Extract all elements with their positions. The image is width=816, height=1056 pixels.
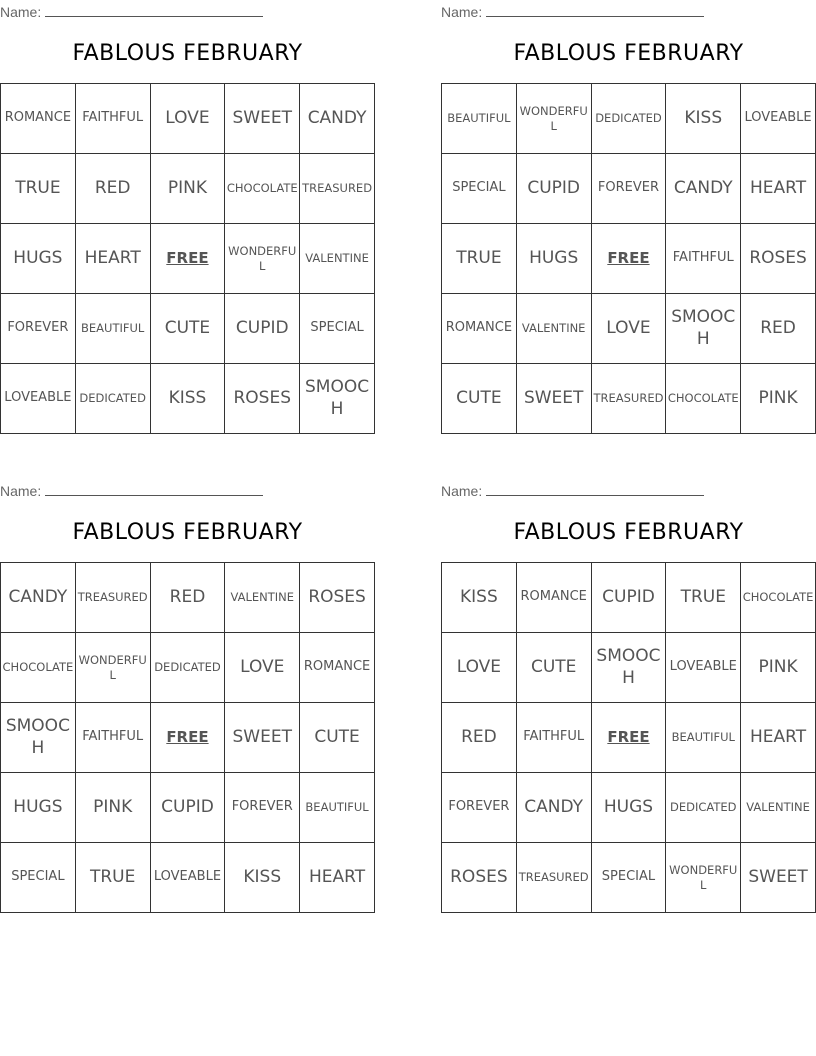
- bingo-cell[interactable]: FAITHFUL: [666, 224, 741, 294]
- bingo-cell[interactable]: RED: [442, 703, 517, 773]
- bingo-cell[interactable]: TRUE: [442, 224, 517, 294]
- bingo-cell[interactable]: SWEET: [225, 84, 300, 154]
- bingo-cell[interactable]: CANDY: [516, 773, 591, 843]
- bingo-cell[interactable]: WONDERFUL: [516, 84, 591, 154]
- bingo-cell[interactable]: CHOCOLATE: [1, 633, 76, 703]
- bingo-cell[interactable]: WONDERFUL: [225, 224, 300, 294]
- bingo-cell[interactable]: LOVE: [442, 633, 517, 703]
- bingo-cell[interactable]: WONDERFUL: [666, 843, 741, 913]
- grid-row: [1, 224, 375, 294]
- grid-row: [442, 294, 816, 364]
- bingo-cell[interactable]: ROSES: [442, 843, 517, 913]
- grid-row: [442, 703, 816, 773]
- grid-row: [1, 84, 375, 154]
- name-field: [441, 481, 704, 499]
- grid-row: [1, 843, 375, 913]
- bingo-cell[interactable]: HUGS: [1, 224, 76, 294]
- name-blank-line[interactable]: [45, 481, 263, 496]
- bingo-cell[interactable]: SWEET: [516, 364, 591, 434]
- bingo-cell[interactable]: ROMANCE: [1, 84, 76, 154]
- bingo-cell[interactable]: KISS: [150, 364, 225, 434]
- bingo-grid: [441, 83, 816, 434]
- bingo-cell[interactable]: HUGS: [1, 773, 76, 843]
- bingo-cell[interactable]: WONDERFUL: [75, 633, 150, 703]
- card-title: FABLOUS FEBRUARY: [513, 41, 744, 66]
- bingo-cell[interactable]: CHOCOLATE: [225, 154, 300, 224]
- bingo-cell[interactable]: LOVEABLE: [666, 633, 741, 703]
- bingo-cell[interactable]: RED: [741, 294, 816, 364]
- bingo-cell[interactable]: SMOOCH: [666, 294, 741, 364]
- bingo-cell[interactable]: ROSES: [741, 224, 816, 294]
- bingo-grid: [0, 562, 375, 913]
- bingo-cell[interactable]: SWEET: [741, 843, 816, 913]
- bingo-cell[interactable]: CUPID: [591, 563, 666, 633]
- bingo-cell[interactable]: KISS: [225, 843, 300, 913]
- free-space-cell[interactable]: FREE: [150, 703, 225, 773]
- grid-row: [1, 154, 375, 224]
- bingo-cell[interactable]: TREASURED: [300, 154, 375, 224]
- bingo-cell[interactable]: KISS: [442, 563, 517, 633]
- name-label: Name:: [0, 4, 42, 20]
- bingo-cell[interactable]: LOVE: [150, 84, 225, 154]
- bingo-cell[interactable]: ROMANCE: [442, 294, 517, 364]
- bingo-cell[interactable]: BEAUTIFUL: [300, 773, 375, 843]
- name-label: Name:: [441, 4, 483, 20]
- bingo-cell[interactable]: FOREVER: [591, 154, 666, 224]
- free-space-cell[interactable]: FREE: [591, 224, 666, 294]
- bingo-cell[interactable]: HEART: [75, 224, 150, 294]
- bingo-cell[interactable]: CUTE: [300, 703, 375, 773]
- bingo-cell[interactable]: DEDICATED: [591, 84, 666, 154]
- bingo-cell[interactable]: SWEET: [225, 703, 300, 773]
- name-field: [441, 2, 704, 20]
- bingo-cell[interactable]: CHOCOLATE: [741, 563, 816, 633]
- bingo-cell[interactable]: SPECIAL: [591, 843, 666, 913]
- bingo-cell[interactable]: VALENTINE: [300, 224, 375, 294]
- name-blank-line[interactable]: [45, 2, 263, 17]
- bingo-cell[interactable]: SPECIAL: [300, 294, 375, 364]
- bingo-cell[interactable]: PINK: [75, 773, 150, 843]
- bingo-cell[interactable]: TRUE: [75, 843, 150, 913]
- grid-row: [442, 773, 816, 843]
- name-blank-line[interactable]: [486, 2, 704, 17]
- bingo-cell[interactable]: CHOCOLATE: [666, 364, 741, 434]
- bingo-grid: [441, 562, 816, 913]
- bingo-cell[interactable]: CANDY: [1, 563, 76, 633]
- bingo-cell[interactable]: FOREVER: [442, 773, 517, 843]
- grid-row: [1, 294, 375, 364]
- bingo-cell[interactable]: RED: [150, 563, 225, 633]
- free-space-cell[interactable]: FREE: [591, 703, 666, 773]
- bingo-cell[interactable]: FOREVER: [225, 773, 300, 843]
- bingo-cell[interactable]: CANDY: [300, 84, 375, 154]
- bingo-cell[interactable]: CUTE: [150, 294, 225, 364]
- bingo-cell[interactable]: SMOOCH: [300, 364, 375, 434]
- bingo-cell[interactable]: HEART: [300, 843, 375, 913]
- grid-row: [442, 563, 816, 633]
- bingo-grid: [0, 83, 375, 434]
- card-title: FABLOUS FEBRUARY: [72, 41, 303, 66]
- bingo-cell[interactable]: TREASURED: [591, 364, 666, 434]
- name-label: Name:: [441, 483, 483, 499]
- bingo-cell[interactable]: ROMANCE: [516, 563, 591, 633]
- bingo-cell[interactable]: PINK: [741, 364, 816, 434]
- bingo-cell[interactable]: TREASURED: [75, 563, 150, 633]
- bingo-cell[interactable]: VALENTINE: [741, 773, 816, 843]
- bingo-cell[interactable]: TREASURED: [516, 843, 591, 913]
- bingo-cell[interactable]: SMOOCH: [591, 633, 666, 703]
- bingo-cell[interactable]: HEART: [741, 703, 816, 773]
- bingo-cell[interactable]: FAITHFUL: [75, 84, 150, 154]
- bingo-cell[interactable]: DEDICATED: [75, 364, 150, 434]
- bingo-cell[interactable]: SPECIAL: [1, 843, 76, 913]
- bingo-cell[interactable]: VALENTINE: [516, 294, 591, 364]
- bingo-cell[interactable]: ROSES: [225, 364, 300, 434]
- bingo-cell[interactable]: CUTE: [516, 633, 591, 703]
- bingo-cell[interactable]: ROSES: [300, 563, 375, 633]
- bingo-cell[interactable]: SPECIAL: [442, 154, 517, 224]
- grid-row: [442, 84, 816, 154]
- grid-row: [1, 563, 375, 633]
- bingo-cell[interactable]: FAITHFUL: [75, 703, 150, 773]
- grid-row: [1, 703, 375, 773]
- grid-row: [442, 843, 816, 913]
- bingo-cell[interactable]: DEDICATED: [666, 773, 741, 843]
- bingo-cell[interactable]: HEART: [741, 154, 816, 224]
- bingo-cell[interactable]: VALENTINE: [225, 563, 300, 633]
- bingo-cell[interactable]: HUGS: [516, 224, 591, 294]
- bingo-cell[interactable]: FAITHFUL: [516, 703, 591, 773]
- bingo-cell[interactable]: CUPID: [516, 154, 591, 224]
- bingo-cell[interactable]: TRUE: [666, 563, 741, 633]
- bingo-cell[interactable]: CANDY: [666, 154, 741, 224]
- grid-row: [442, 633, 816, 703]
- bingo-cell[interactable]: LOVE: [225, 633, 300, 703]
- bingo-cell[interactable]: CUTE: [442, 364, 517, 434]
- bingo-cell[interactable]: SMOOCH: [1, 703, 76, 773]
- bingo-cell[interactable]: CUPID: [150, 773, 225, 843]
- bingo-cell[interactable]: LOVEABLE: [741, 84, 816, 154]
- bingo-cell[interactable]: FOREVER: [1, 294, 76, 364]
- grid-row: [1, 773, 375, 843]
- bingo-cell[interactable]: DEDICATED: [150, 633, 225, 703]
- card-title: FABLOUS FEBRUARY: [72, 520, 303, 545]
- bingo-cell[interactable]: HUGS: [591, 773, 666, 843]
- bingo-cell[interactable]: RED: [75, 154, 150, 224]
- bingo-cell[interactable]: PINK: [150, 154, 225, 224]
- bingo-cell[interactable]: BEAUTIFUL: [666, 703, 741, 773]
- grid-row: [1, 633, 375, 703]
- bingo-cell[interactable]: KISS: [666, 84, 741, 154]
- bingo-cell[interactable]: LOVEABLE: [1, 364, 76, 434]
- name-field: [0, 2, 263, 20]
- grid-row: [1, 364, 375, 434]
- free-space-cell[interactable]: FREE: [150, 224, 225, 294]
- bingo-cell[interactable]: TRUE: [1, 154, 76, 224]
- bingo-cell[interactable]: BEAUTIFUL: [75, 294, 150, 364]
- bingo-cell[interactable]: ROMANCE: [300, 633, 375, 703]
- bingo-cell[interactable]: BEAUTIFUL: [442, 84, 517, 154]
- bingo-cell[interactable]: CUPID: [225, 294, 300, 364]
- name-field: [0, 481, 263, 499]
- bingo-cell[interactable]: PINK: [741, 633, 816, 703]
- bingo-cell[interactable]: LOVEABLE: [150, 843, 225, 913]
- bingo-cell[interactable]: LOVE: [591, 294, 666, 364]
- grid-row: [442, 154, 816, 224]
- name-label: Name:: [0, 483, 42, 499]
- name-blank-line[interactable]: [486, 481, 704, 496]
- card-title: FABLOUS FEBRUARY: [513, 520, 744, 545]
- grid-row: [442, 364, 816, 434]
- grid-row: [442, 224, 816, 294]
